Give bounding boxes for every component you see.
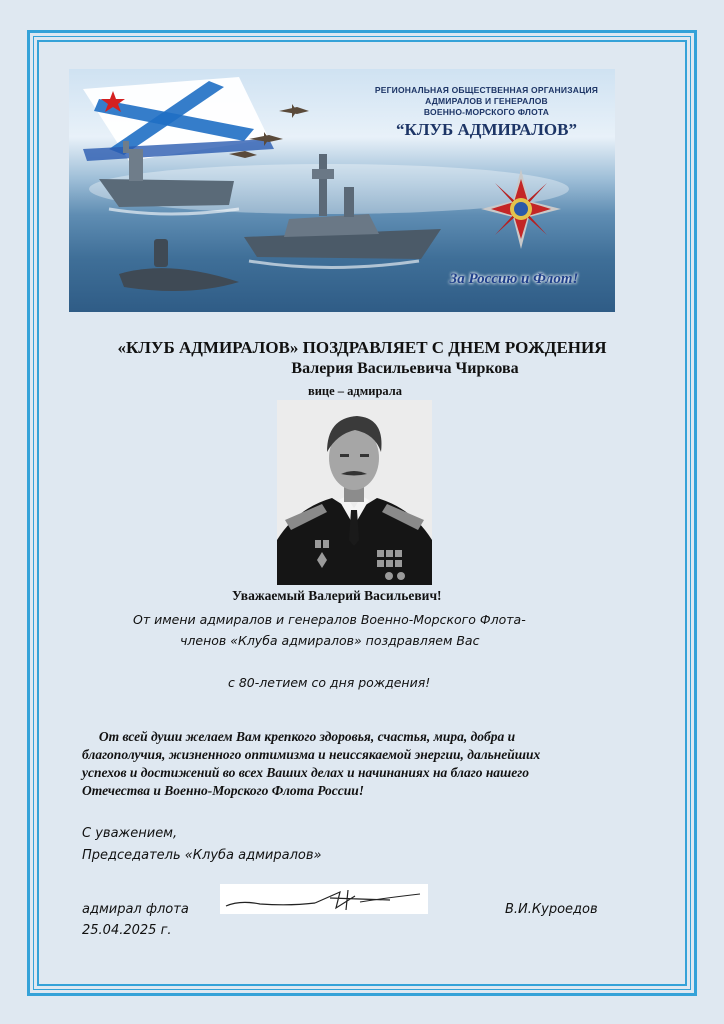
wish-line: От всей души желаем Вам крепкого здоровья, счастья, мира, добра и bbox=[82, 729, 516, 744]
intro-line-1: От имени адмиралов и генералов Военно-Морского Флота- bbox=[133, 612, 526, 627]
honoree-portrait bbox=[277, 400, 432, 585]
org-line-2: АДМИРАЛОВ И ГЕНЕРАЛОВ bbox=[425, 96, 548, 106]
signature-scribble bbox=[220, 884, 428, 914]
club-banner bbox=[69, 69, 615, 312]
occasion-line: с 80-летием со дня рождения! bbox=[228, 675, 431, 690]
intro-line-2: членов «Клуба адмиралов» поздравляем Вас bbox=[180, 633, 480, 648]
chair-title: Председатель «Клуба адмиралов» bbox=[82, 848, 322, 863]
wish-line: успехов и достижений во всех Ваших делах и начинаниях на благо нашего bbox=[82, 765, 530, 780]
greeting: Уважаемый Валерий Васильевич! bbox=[232, 588, 442, 603]
club-name: “КЛУБ АДМИРАЛОВ” bbox=[396, 120, 577, 139]
signer-name: В.И.Куроедов bbox=[505, 902, 598, 917]
portrait-image bbox=[277, 400, 432, 585]
letter-date: 25.04.2025 г. bbox=[82, 923, 172, 938]
letter-headline: «КЛУБ АДМИРАЛОВ» ПОЗДРАВЛЯЕТ С ДНЕМ РОЖДЕНИЯ bbox=[117, 338, 607, 357]
wish-line: Отечества и Военно-Морского Флота России! bbox=[82, 783, 365, 798]
handwritten-signature bbox=[220, 884, 428, 914]
wishes-paragraph bbox=[82, 728, 642, 800]
honoree-name: Валерия Васильевича Чиркова bbox=[291, 360, 519, 377]
honoree-rank: вице – адмирала bbox=[307, 384, 403, 398]
banner-motto: За Россию и Флот! bbox=[449, 271, 579, 287]
signer-rank: адмирал флота bbox=[82, 902, 189, 917]
wish-line: благополучия, жизненного оптимизма и неиссякаемой энергии, дальнейших bbox=[82, 747, 541, 762]
closing-regards: С уважением, bbox=[82, 826, 178, 841]
banner-organization-title bbox=[369, 85, 604, 140]
org-line-3: ВОЕННО-МОРСКОГО ФЛОТА bbox=[423, 107, 550, 117]
org-line-1: РЕГИОНАЛЬНАЯ ОБЩЕСТВЕННАЯ ОРГАНИЗАЦИЯ bbox=[374, 85, 599, 95]
